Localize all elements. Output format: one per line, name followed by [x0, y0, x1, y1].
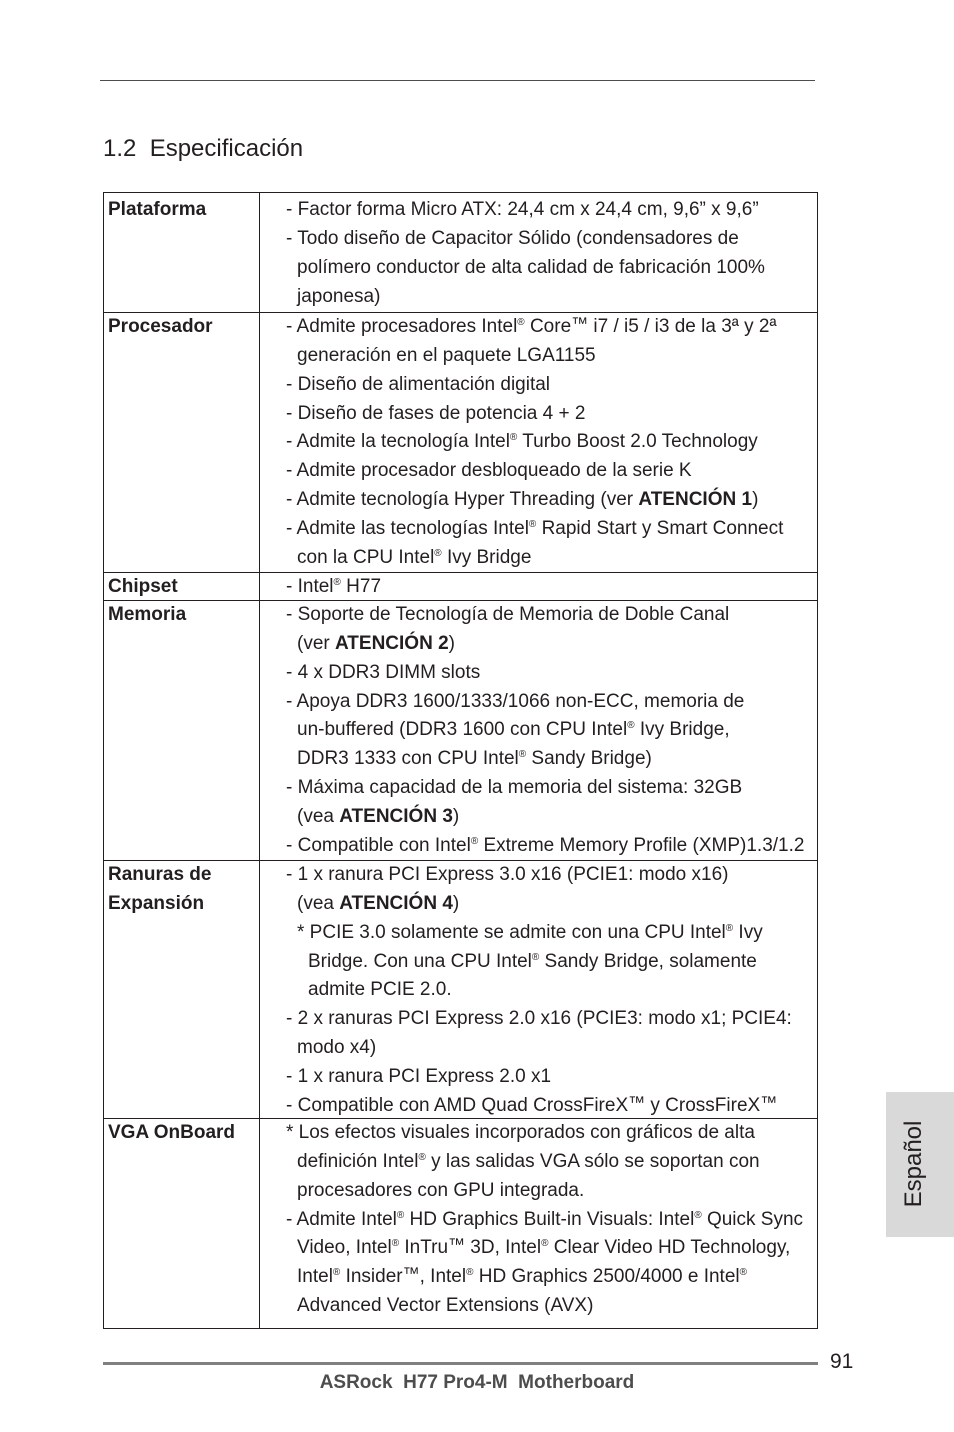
specification-table	[103, 192, 818, 1329]
registered-mark: ®	[466, 1267, 474, 1279]
spec-line: - Apoya DDR3 1600/1333/1066 non-ECC, memoria de	[286, 690, 745, 712]
top-rule	[100, 80, 815, 81]
spec-line: - 1 x ranura PCI Express 2.0 x1	[286, 1066, 552, 1088]
spec-line: - Compatible con Intel® Extreme Memory Profile (XMP)1.3/1.2	[286, 834, 805, 856]
spec-label: VGA OnBoard	[108, 1122, 236, 1143]
language-tab-label: Español	[900, 1120, 927, 1208]
note-reference: ATENCIÓN 3	[339, 806, 453, 828]
spec-value-cell	[260, 601, 804, 861]
note-reference: ATENCIÓN 2	[335, 632, 449, 654]
spec-value-cell	[260, 193, 765, 311]
spec-line	[286, 803, 804, 832]
registered-mark: ®	[627, 720, 635, 732]
spec-line-text: )	[752, 489, 759, 511]
spec-label-cell	[104, 1119, 260, 1328]
spec-line: modo x4)	[297, 1037, 377, 1059]
spec-line: - Admite las tecnologías Intel® Rapid Start y Smart Connect	[286, 518, 784, 540]
spec-row-procesador	[104, 312, 817, 572]
registered-mark: ®	[333, 577, 341, 588]
spec-row-plataforma	[104, 193, 817, 312]
spec-line: - Soporte de Tecnología de Memoria de Doble Canal	[286, 604, 730, 625]
spec-line-text: (vea	[297, 892, 340, 914]
trademark-mark: ™	[402, 1264, 420, 1284]
registered-mark: ®	[434, 547, 442, 559]
spec-line: con la CPU Intel® Ivy Bridge	[297, 546, 532, 568]
spec-line: Advanced Vector Extensions (AVX)	[297, 1295, 594, 1317]
spec-row-vga-onboard	[104, 1118, 817, 1328]
registered-mark: ®	[509, 432, 518, 444]
spec-line: Video, Intel® InTru™ 3D, Intel® Clear Video HD Technology,	[297, 1235, 791, 1259]
registered-mark: ®	[332, 1267, 341, 1279]
spec-line: - Todo diseño de Capacitor Sólido (condensadores de	[286, 227, 739, 249]
spec-value-cell	[260, 313, 783, 573]
spec-line: Intel® Insider™, Intel® HD Graphics 2500/4000 e Intel®	[297, 1264, 748, 1288]
registered-mark: ®	[531, 951, 540, 963]
registered-mark: ®	[541, 1238, 549, 1250]
spec-line-text: )	[452, 806, 460, 828]
spec-line: - Admite procesadores Intel® Core™ i7 / i5 / i3 de la 3ª y 2ª	[286, 314, 777, 337]
trademark-mark: ™	[628, 1092, 646, 1112]
spec-label-cell	[104, 313, 260, 572]
trademark-mark: ™	[760, 1092, 778, 1112]
spec-label: Ranuras de	[108, 864, 212, 885]
spec-line: - Compatible con AMD Quad CrossFireX™ y CrossFireX™	[286, 1092, 778, 1116]
spec-line-text: - Admite tecnología Hyper Threading (ver	[286, 489, 639, 511]
spec-label: Memoria	[108, 604, 187, 625]
registered-mark: ®	[528, 519, 537, 531]
registered-mark: ®	[418, 1151, 426, 1163]
spec-line-text: (vea	[297, 806, 340, 828]
spec-line: * PCIE 3.0 solamente se admite con una CPU Intel® Ivy	[297, 921, 763, 943]
spec-line: polímero conductor de alta calidad de fabricación 100%	[297, 256, 765, 278]
language-side-tab	[886, 1092, 954, 1237]
spec-line: - Admite la tecnología Intel® Turbo Boost 2.0 Technology	[286, 431, 758, 453]
spec-line: * Los efectos visuales incorporados con gráficos de alta	[286, 1122, 755, 1143]
spec-line: - Diseño de fases de potencia 4 + 2	[286, 402, 586, 424]
spec-line: - Admite Intel® HD Graphics Built-in Visuals: Intel® Quick Sync	[286, 1208, 804, 1230]
spec-label-cell	[104, 601, 260, 860]
spec-row-ranuras-expansion	[104, 860, 817, 1118]
registered-mark: ®	[694, 1209, 702, 1221]
spec-line: un-buffered (DDR3 1600 con CPU Intel® Ivy Bridge,	[297, 719, 730, 741]
spec-label-cell	[104, 573, 260, 600]
spec-line: - 4 x DDR3 DIMM slots	[286, 661, 481, 683]
spec-line	[286, 890, 792, 919]
spec-line: japonesa)	[297, 285, 381, 307]
spec-line: - Factor forma Micro ATX: 24,4 cm x 24,4 cm, 9,6” x 9,6”	[286, 199, 759, 220]
spec-line-text: (ver	[297, 632, 335, 654]
page-number: 91	[830, 1350, 854, 1373]
registered-mark: ®	[725, 922, 734, 934]
spec-value-cell	[260, 1119, 803, 1321]
spec-line: admite PCIE 2.0.	[308, 979, 452, 1001]
note-reference: ATENCIÓN 4	[339, 892, 453, 914]
registered-mark: ®	[391, 1238, 400, 1250]
spec-line	[286, 486, 783, 515]
registered-mark: ®	[739, 1267, 748, 1279]
registered-mark: ®	[518, 749, 527, 761]
registered-mark: ®	[470, 835, 479, 847]
spec-line: Bridge. Con una CPU Intel® Sandy Bridge, solamente	[308, 950, 757, 972]
spec-line: definición Intel® y las salidas VGA sólo se soportan con	[297, 1150, 760, 1172]
registered-mark: ®	[396, 1209, 405, 1221]
spec-label: Chipset	[108, 576, 178, 597]
spec-line-text: )	[448, 632, 455, 654]
spec-line: - Intel® H77	[286, 576, 382, 597]
spec-line: generación en el paquete LGA1155	[297, 344, 596, 366]
spec-line: - Admite procesador desbloqueado de la serie K	[286, 460, 692, 482]
section-heading: 1.2 Especificación	[103, 135, 304, 162]
spec-line-text: )	[452, 892, 460, 914]
spec-value-cell	[260, 861, 792, 1121]
spec-line: DDR3 1333 con CPU Intel® Sandy Bridge)	[297, 748, 652, 770]
registered-mark: ®	[517, 317, 525, 328]
spec-line: procesadores con GPU integrada.	[297, 1179, 585, 1201]
spec-line: - 2 x ranuras PCI Express 2.0 x16 (PCIE3: modo x1; PCIE4:	[286, 1008, 792, 1030]
spec-row-chipset	[104, 572, 817, 600]
spec-label-cell	[104, 193, 260, 312]
spec-label: Procesador	[108, 316, 213, 337]
spec-line: - Diseño de alimentación digital	[286, 373, 551, 395]
trademark-mark: ™	[448, 1235, 466, 1255]
spec-line: - 1 x ranura PCI Express 3.0 x16 (PCIE1: modo x16)	[286, 864, 729, 885]
trademark-mark: ™	[571, 314, 589, 333]
spec-label-cell	[104, 861, 260, 1118]
footer-product-name: ASRock H77 Pro4-M Motherboard	[319, 1372, 635, 1393]
spec-row-memoria	[104, 600, 817, 860]
note-reference: ATENCIÓN 1	[638, 489, 753, 511]
spec-line: - Máxima capacidad de la memoria del sistema: 32GB	[286, 777, 743, 799]
footer-rule	[103, 1362, 818, 1365]
spec-value-cell	[260, 573, 381, 602]
spec-line	[286, 630, 804, 659]
spec-label: Plataforma	[108, 199, 207, 220]
spec-label: Expansión	[108, 892, 205, 914]
